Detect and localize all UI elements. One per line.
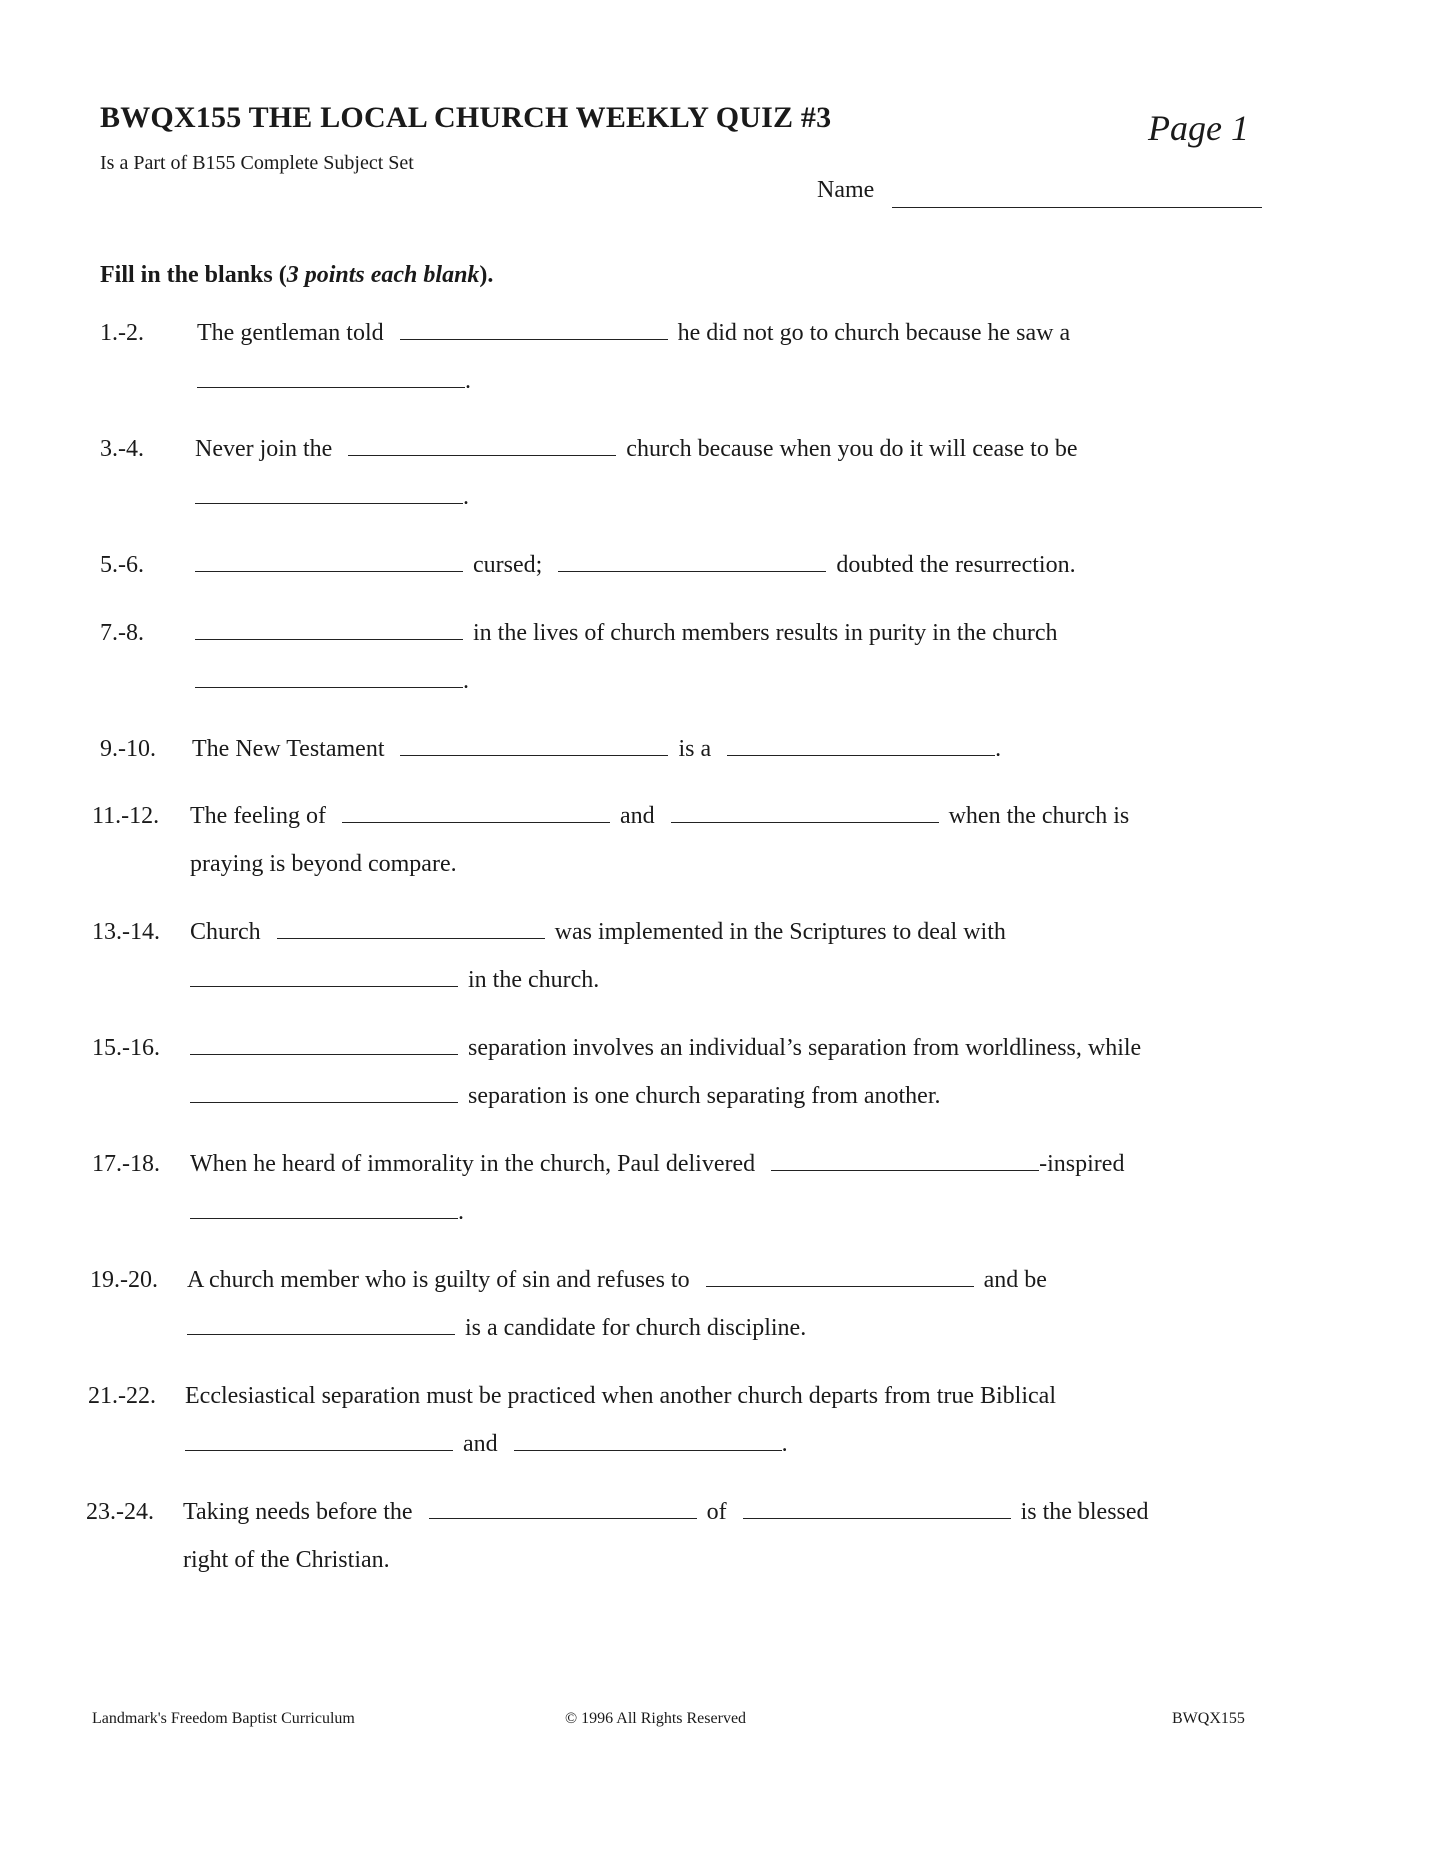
- question-text: of: [706, 1499, 727, 1525]
- question-text: is a: [678, 736, 712, 762]
- question-text: .: [995, 736, 1002, 762]
- question-text: Taking needs before the: [183, 1499, 413, 1525]
- question-text: .: [463, 484, 469, 510]
- answer-blank[interactable]: [400, 754, 668, 756]
- question-text: Never join the: [195, 436, 333, 462]
- question-text: .: [458, 1199, 464, 1225]
- question-text: when the church is: [948, 803, 1130, 829]
- answer-blank[interactable]: [671, 821, 939, 823]
- question-line: [195, 620, 1058, 647]
- question-line: [190, 803, 1129, 830]
- question-text: A church member who is guilty of sin and refuses to: [187, 1267, 690, 1293]
- question-line: [190, 967, 599, 994]
- question-line: [190, 1199, 464, 1226]
- quiz-subtitle: Is a Part of B155 Complete Subject Set: [100, 152, 414, 174]
- question-text: Ecclesiastical separation must be practiced when another church departs from true Biblical: [185, 1383, 1056, 1409]
- page-number: Page 1: [1148, 108, 1249, 148]
- question-number: 15.-16.: [92, 1035, 160, 1061]
- footer-code: BWQX155: [1172, 1710, 1245, 1727]
- question-line: [187, 1315, 806, 1342]
- question-number: 1.-2.: [100, 320, 144, 346]
- footer-copyright: © 1996 All Rights Reserved: [565, 1710, 747, 1727]
- question-text: cursed;: [473, 552, 543, 578]
- question-number: 5.-6.: [100, 552, 144, 578]
- question-text: .: [463, 668, 469, 694]
- name-label: Name: [817, 177, 875, 203]
- question-text: Church: [190, 919, 261, 945]
- question-line: [190, 1035, 1141, 1062]
- answer-blank[interactable]: [195, 502, 463, 504]
- question-text: The gentleman told: [197, 320, 384, 346]
- question-line: [185, 1431, 788, 1458]
- answer-blank[interactable]: [190, 1217, 458, 1219]
- question-number: 9.-10.: [100, 736, 156, 762]
- answer-blank[interactable]: [195, 686, 463, 688]
- question-line: [195, 552, 1076, 579]
- instructions-points: 3 points each blank: [286, 262, 480, 288]
- instructions: [100, 262, 493, 289]
- question-text: church because when you do it will cease to be: [626, 436, 1078, 462]
- answer-blank[interactable]: [348, 454, 616, 456]
- question-line: [197, 368, 471, 395]
- question-text: doubted the resurrection.: [836, 552, 1076, 578]
- question-line: [195, 668, 469, 695]
- question-text: and: [619, 803, 655, 829]
- answer-blank[interactable]: [342, 821, 610, 823]
- answer-blank[interactable]: [195, 638, 463, 640]
- footer-publisher: Landmark's Freedom Baptist Curriculum: [92, 1710, 355, 1727]
- question-line: [190, 851, 457, 878]
- question-text: separation is one church separating from another.: [468, 1083, 941, 1109]
- answer-blank[interactable]: [727, 754, 995, 756]
- answer-blank[interactable]: [277, 937, 545, 939]
- question-number: 7.-8.: [100, 620, 144, 646]
- question-line: [192, 736, 1001, 763]
- question-text: The New Testament: [192, 736, 385, 762]
- question-line: [187, 1267, 1047, 1294]
- answer-blank[interactable]: [190, 1101, 458, 1103]
- question-number: 3.-4.: [100, 436, 144, 462]
- answer-blank[interactable]: [195, 570, 463, 572]
- answer-blank[interactable]: [190, 985, 458, 987]
- question-line: [195, 484, 469, 511]
- answer-blank[interactable]: [429, 1517, 697, 1519]
- answer-blank[interactable]: [185, 1449, 453, 1451]
- question-text: The feeling of: [190, 803, 326, 829]
- question-text: in the church.: [468, 967, 600, 993]
- answer-blank[interactable]: [706, 1285, 974, 1287]
- question-number: 23.-24.: [86, 1499, 154, 1525]
- question-number: 11.-12.: [92, 803, 160, 829]
- question-line: [195, 436, 1077, 463]
- question-text: he did not go to church because he saw a: [677, 320, 1071, 346]
- question-line: [183, 1499, 1149, 1526]
- question-line: [190, 1083, 941, 1110]
- answer-blank[interactable]: [187, 1333, 455, 1335]
- question-number: 19.-20.: [90, 1267, 158, 1293]
- question-number: 17.-18.: [92, 1151, 160, 1177]
- question-number: 21.-22.: [88, 1383, 156, 1409]
- question-line: [197, 320, 1070, 347]
- answer-blank[interactable]: [771, 1169, 1039, 1171]
- answer-blank[interactable]: [558, 570, 826, 572]
- question-text: in the lives of church members results in purity in the church: [473, 620, 1058, 646]
- question-text: and be: [983, 1267, 1047, 1293]
- question-line: [183, 1547, 390, 1574]
- answer-blank[interactable]: [743, 1517, 1011, 1519]
- name-blank[interactable]: [892, 207, 1262, 208]
- answer-blank[interactable]: [514, 1449, 782, 1451]
- question-text: When he heard of immorality in the church, Paul delivered: [190, 1151, 756, 1177]
- question-text: right of the Christian.: [183, 1547, 390, 1573]
- question-text: was implemented in the Scriptures to deal with: [554, 919, 1006, 945]
- question-number: 13.-14.: [92, 919, 160, 945]
- question-text: is the blessed: [1020, 1499, 1149, 1525]
- question-text: .: [465, 368, 471, 394]
- answer-blank[interactable]: [190, 1053, 458, 1055]
- question-text: is a candidate for church discipline.: [465, 1315, 807, 1341]
- answer-blank[interactable]: [400, 338, 668, 340]
- quiz-title: BWQX155 THE LOCAL CHURCH WEEKLY QUIZ #3: [100, 101, 832, 134]
- question-text: and: [463, 1431, 498, 1457]
- instructions-prefix: Fill in the blanks (: [100, 262, 287, 288]
- question-text: .: [781, 1431, 788, 1457]
- question-line: [190, 1151, 1124, 1178]
- question-line: [185, 1383, 1056, 1410]
- question-line: [190, 919, 1006, 946]
- instructions-suffix: ).: [479, 262, 494, 288]
- question-text: praying is beyond compare.: [190, 851, 457, 877]
- question-text: separation involves an individual’s separation from worldliness, while: [468, 1035, 1142, 1061]
- question-text: -inspired: [1039, 1151, 1125, 1177]
- answer-blank[interactable]: [197, 386, 465, 388]
